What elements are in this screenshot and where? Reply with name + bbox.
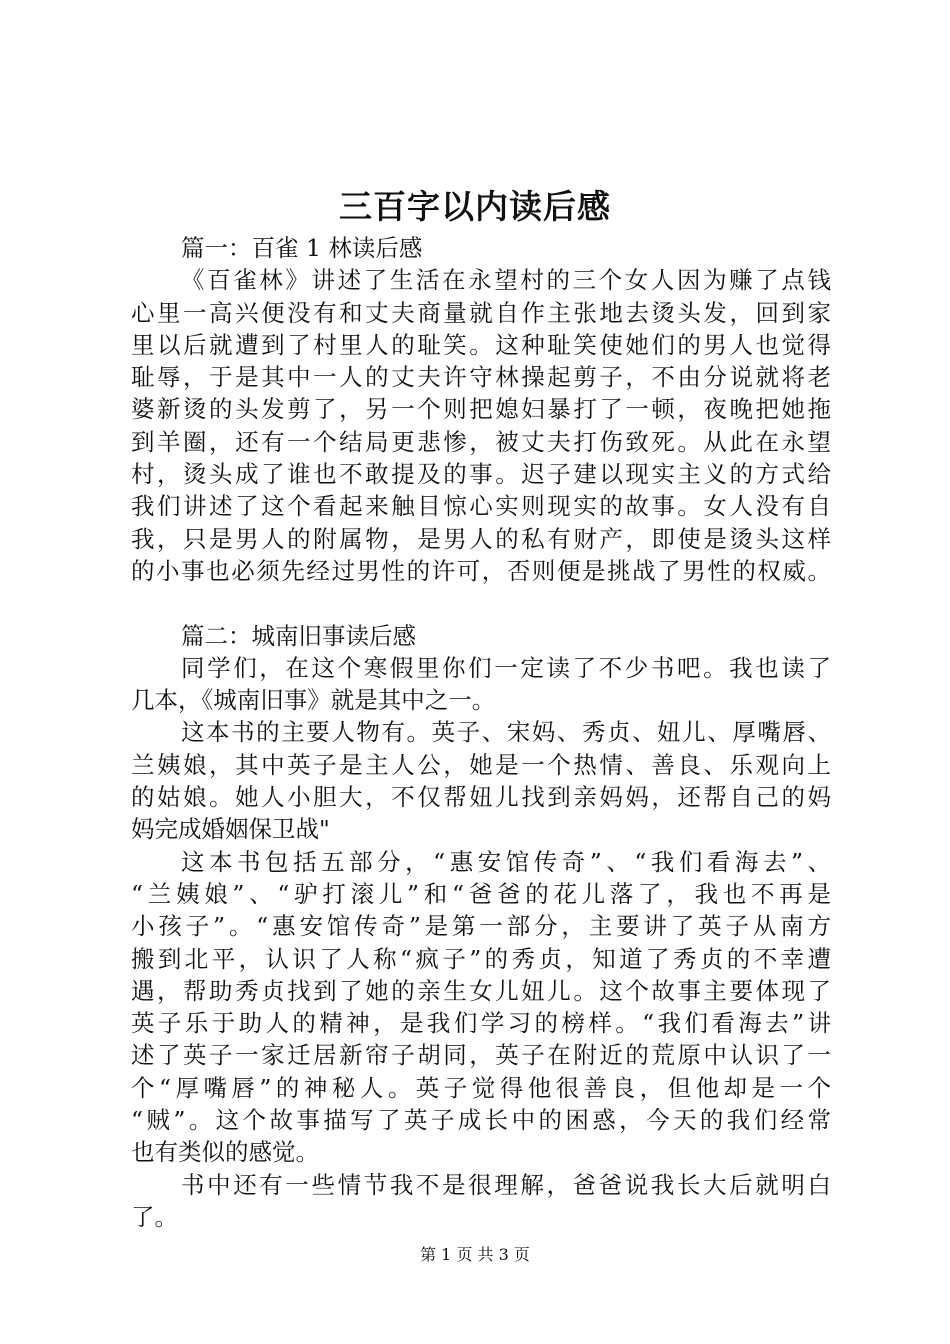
paragraph-line: 书中还有一些情节我不是很理解，爸爸说我长大后就明白 [181, 1170, 831, 1199]
paragraph-line: 搬到北平，认识了人称“疯子”的秀贞，知道了秀贞的不幸遭 [131, 944, 831, 973]
document-title: 三百字以内读后感 [339, 187, 611, 226]
paragraph-line: 耻辱，于是其中一人的丈夫许守林操起剪子，不由分说就将老 [131, 363, 831, 392]
paragraph-line: 这本书的主要人物有。英子、宋妈、秀贞、妞儿、厚嘴唇、 [181, 718, 831, 747]
paragraph-line: 婆新烫的头发剪了，另一个则把媳妇暴打了一顿，夜晚把她拖 [131, 395, 831, 424]
paragraph-line: 我，只是男人的附属物，是男人的私有财产，即使是烫头这样 [131, 524, 831, 553]
paragraph-line: 心里一高兴便没有和丈夫商量就自作主张地去烫头发，回到家 [131, 298, 831, 327]
paragraph-line: 述了英子一家迁居新帘子胡同，英子在附近的荒原中认识了一 [131, 1041, 831, 1070]
paragraph-line: 的姑娘。她人小胆大，不仅帮妞儿找到亲妈妈，还帮自己的妈 [131, 783, 831, 812]
paragraph-line: “兰姨娘”、“驴打滚儿”和“爸爸的花儿落了，我也不再是 [131, 879, 831, 908]
section-heading: 篇一：百雀 1 林读后感 [181, 234, 423, 262]
paragraph-line: 遇，帮助秀贞找到了她的亲生女儿妞儿。这个故事主要体现了 [131, 976, 831, 1005]
paragraph-line: 我们讲述了这个看起来触目惊心实则现实的故事。女人没有自 [131, 492, 831, 521]
document-body [131, 232, 831, 1233]
paragraph-line: 个“厚嘴唇”的神秘人。英子觉得他很善良，但他却是一个 [131, 1073, 831, 1102]
paragraph-line: 几本，《城南旧事》就是其中之一。 [131, 686, 496, 715]
paragraph-line: 了。 [131, 1202, 178, 1231]
section-heading: 篇二：城南旧事读后感 [181, 621, 416, 650]
paragraph-line: 这本书包括五部分，“惠安馆传奇”、“我们看海去”、 [181, 847, 831, 876]
paragraph-line: 兰姨娘，其中英子是主人公，她是一个热情、善良、乐观向上 [131, 750, 831, 779]
paragraph-line: 《百雀林》讲述了生活在永望村的三个女人因为赚了点钱 [181, 266, 831, 295]
paragraph-line: 英子乐于助人的精神，是我们学习的榜样。“我们看海去”讲 [131, 1009, 831, 1038]
paragraph-line: 到羊圈，还有一个结局更悲惨，被丈夫打伤致死。从此在永望 [131, 427, 831, 456]
paragraph-line: 同学们，在这个寒假里你们一定读了不少书吧。我也读了 [181, 653, 831, 682]
paragraph-line: 妈完成婚姻保卫战" [131, 815, 330, 844]
paragraph-line: “贼”。这个故事描写了英子成长中的困惑，今天的我们经常 [131, 1106, 831, 1135]
paragraph-line: 小孩子”。“惠安馆传奇”是第一部分，主要讲了英子从南方 [131, 912, 831, 941]
page-footer: 第 1 页 共 3 页 [420, 1245, 530, 1264]
paragraph-line: 村，烫头成了谁也不敢提及的事。迟子建以现实主义的方式给 [131, 460, 831, 489]
paragraph-line: 的小事也必须先经过男性的许可，否则便是挑战了男性的权威。 [131, 556, 831, 585]
paragraph-spacer [131, 587, 831, 619]
paragraph-line: 也有类似的感觉。 [131, 1138, 319, 1167]
paragraph-line: 里以后就遭到了村里人的耻笑。这种耻笑使她们的男人也觉得 [131, 330, 831, 359]
